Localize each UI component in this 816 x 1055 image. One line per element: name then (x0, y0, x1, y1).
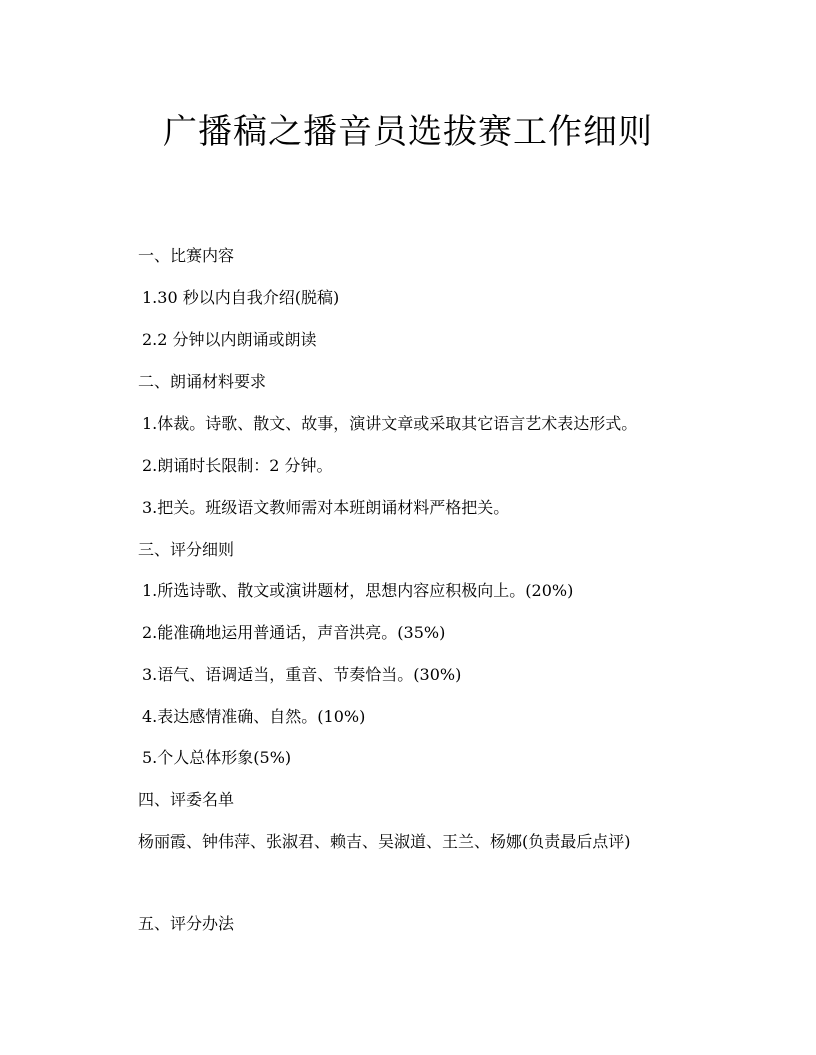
section-item-3-5: 5.个人总体形象(5%) (142, 748, 292, 767)
section-heading-2: 二、朗诵材料要求 (138, 372, 267, 391)
section-item-2-1: 1.体裁。诗歌、散文、故事，演讲文章或采取其它语言艺术表达形式。 (142, 414, 638, 433)
section-item-1-1: 1.30 秒以内自我介绍(脱稿) (142, 288, 340, 307)
section-item-2-2: 2.朗诵时长限制：2 分钟。 (142, 456, 333, 475)
section-item-2-3: 3.把关。班级语文教师需对本班朗诵材料严格把关。 (142, 498, 510, 517)
section-heading-4: 四、评委名单 (138, 790, 235, 809)
section-item-1-2: 2.2 分钟以内朗诵或朗读 (142, 330, 317, 349)
section-heading-3: 三、评分细则 (138, 540, 235, 559)
section-item-3-2: 2.能准确地运用普通话，声音洪亮。(35%) (142, 623, 446, 642)
section-item-3-3: 3.语气、语调适当，重音、节奏恰当。(30%) (142, 665, 462, 684)
section-heading-5: 五、评分办法 (138, 914, 235, 933)
section-item-3-1: 1.所选诗歌、散文或演讲题材，思想内容应积极向上。(20%) (142, 581, 574, 600)
document-title: 广播稿之播音员选拔赛工作细则 (163, 112, 653, 152)
section-heading-1: 一、比赛内容 (138, 246, 235, 265)
judges-list: 杨丽霞、钟伟萍、张淑君、赖吉、吴淑道、王兰、杨娜(负责最后点评) (138, 832, 631, 851)
section-item-3-4: 4.表达感情准确、自然。(10%) (142, 707, 366, 726)
